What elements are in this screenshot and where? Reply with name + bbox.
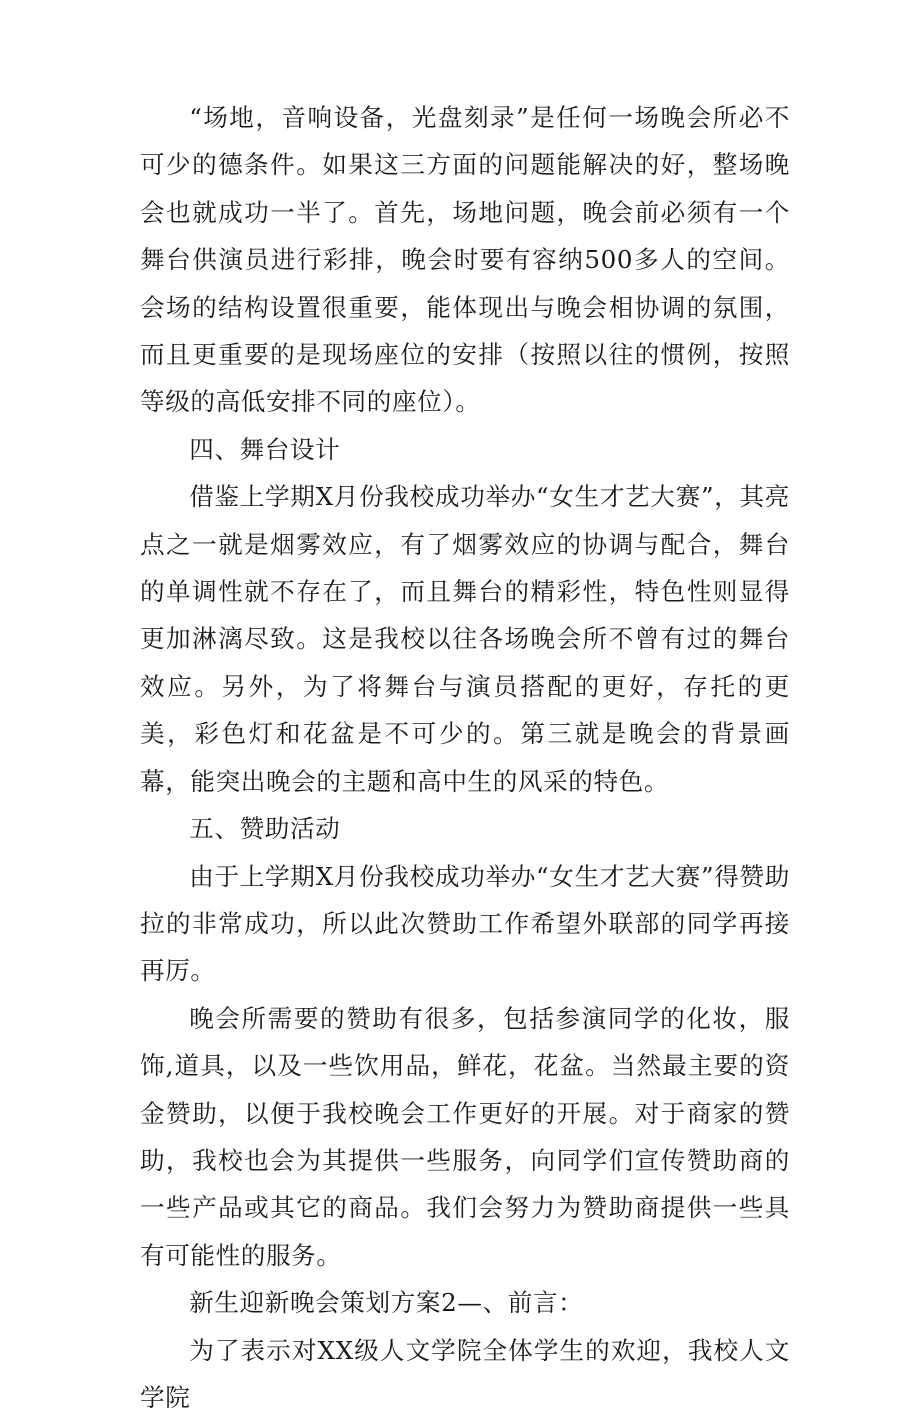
section-heading-stage-design: 四、舞台设计 <box>189 434 341 464</box>
document-page <box>140 94 790 1421</box>
paragraph-sponsorship-details: 晚会所需要的赞助有很多，包括参演同学的化妆，服饰,道具，以及一些饮用品，鲜花，花盆。当然最主要的资金赞助，以便于我校晚会工作更好的开展。对于商家的赞助，我校也会为其提供一些服务，向同学们宣传赞助商的一些产品或其它的商品。我们会努力为赞助商提供一些具有可能性的服务。 <box>140 1003 790 1270</box>
section-heading-sponsorship: 五、赞助活动 <box>189 814 341 844</box>
paragraph-sponsorship-intro: 由于上学期X月份我校成功举办“女生才艺大赛”得赞助拉的非常成功，所以此次赞助工作希望外联部的同学再接再厉。 <box>140 861 790 986</box>
paragraph-stage-design: 借鉴上学期X月份我校成功举办“女生才艺大赛”，其亮点之一就是烟雾效应，有了烟雾效应的协调与配合，舞台的单调性就不存在了，而且舞台的精彩性，特色性则显得更加淋漓尽致。这是我校以往各场晚会所不曾有过的舞台效应。另外，为了将舞台与演员搭配的更好，存托的更美，彩色灯和花盆是不可少的。第三就是晚会的背景画幕，能突出晚会的主题和高中生的风采的特色。 <box>140 482 790 796</box>
paragraph-venue-equipment: “场地，音响设备，光盘刻录”是任何一场晚会所必不可少的德条件。如果这三方面的问题能解决的好，整场晚会也就成功一半了。首先，场地问题，晚会前必须有一个舞台供演员进行彩排，晚会时要有容纳500多人的空间。会场的结构设置很重要，能体现出与晚会相协调的氛围，而且更重要的是现场座位的安排（按照以往的惯例，按照等级的高低安排不同的座位）。 <box>140 103 790 417</box>
section-heading-plan-2-preface: 新生迎新晚会策划方案2—、前言： <box>189 1288 584 1318</box>
paragraph-preface: 为了表示对XX级人文学院全体学生的欢迎，我校人文学院 <box>140 1335 790 1412</box>
